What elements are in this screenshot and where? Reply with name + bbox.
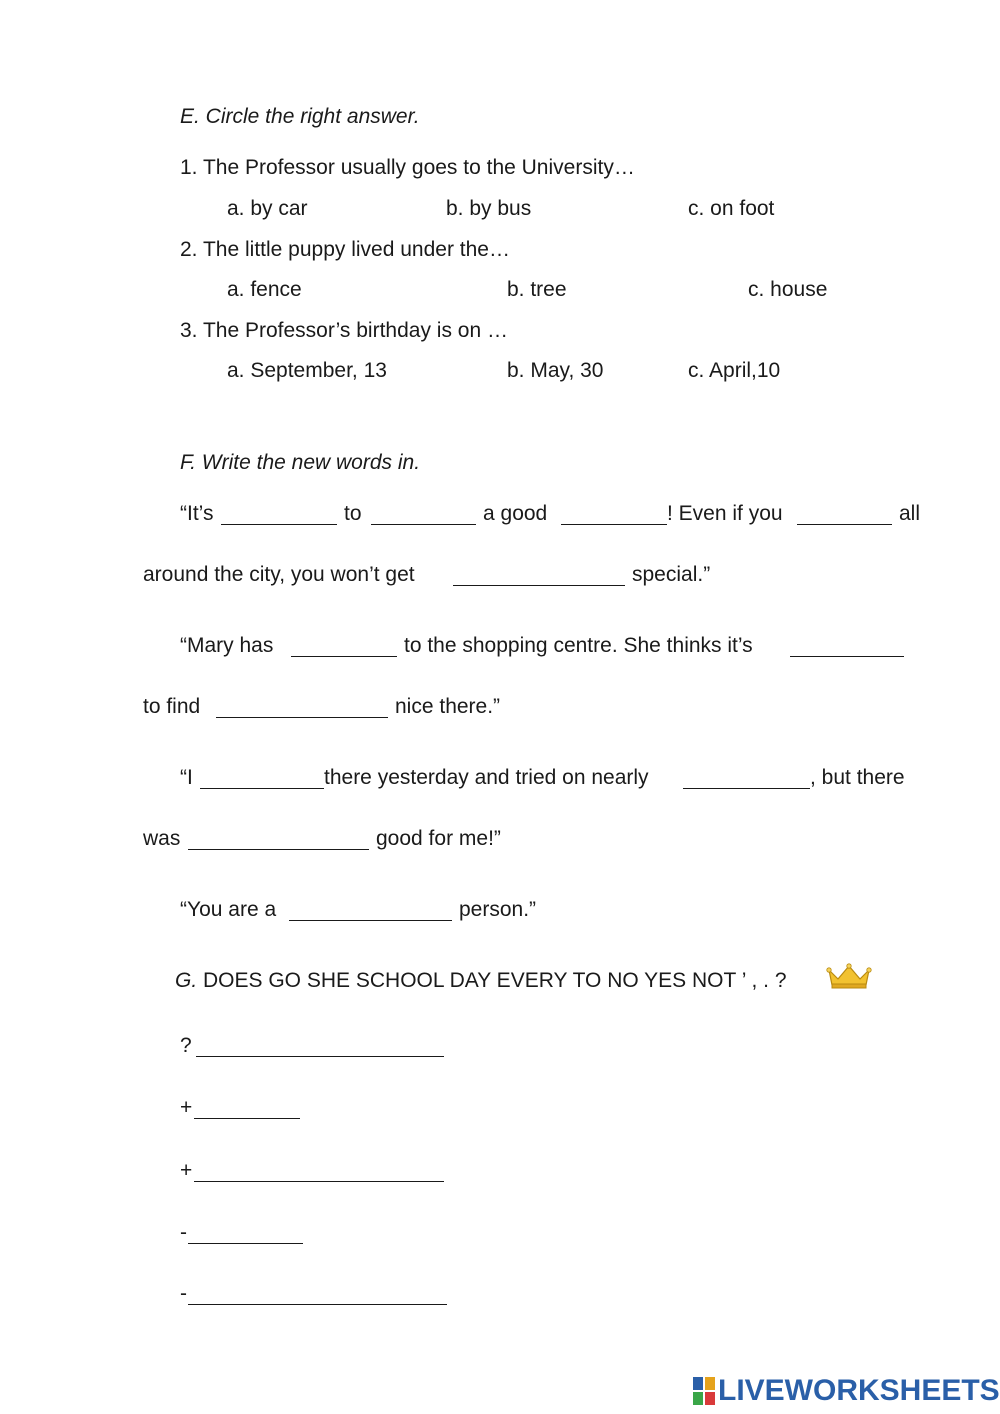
p1-text-2: to [344,502,362,525]
blank-input[interactable] [561,523,667,525]
p3-text-3: , but there [810,766,905,789]
blank-input[interactable] [790,655,904,657]
p3-text-4: was [143,827,181,850]
blank-input[interactable] [797,523,892,525]
option-3c[interactable]: c. April,10 [688,359,781,382]
option-1c[interactable]: c. on foot [688,197,775,220]
option-3b[interactable]: b. May, 30 [507,359,604,382]
p2-text-1: “Mary has [180,634,274,657]
blank-input[interactable] [216,716,388,718]
blank-input[interactable] [289,919,452,921]
p1-text-1: “It’s [180,502,214,525]
blank-input[interactable] [200,787,324,789]
p1-text-7: special.” [632,563,711,586]
p3-text-1: “I [180,766,193,789]
answer-line-input[interactable] [196,1055,444,1057]
logo-square [705,1377,715,1390]
p3-text-5: good for me!” [376,827,501,850]
logo-mark-icon [693,1377,715,1405]
p1-text-6: around the city, you won’t get [143,563,415,586]
blank-input[interactable] [683,787,810,789]
blank-input[interactable] [291,655,397,657]
option-2c[interactable]: c. house [748,278,828,301]
answer-line-label: + [180,1096,193,1119]
section-g-label: G. [175,969,198,992]
answer-line-input[interactable] [194,1117,300,1119]
question-3: 3. The Professor’s birthday is on … [180,319,508,342]
section-e-heading: E. Circle the right answer. [180,105,420,128]
logo-text: LIVEWORKSHEETS [718,1374,1000,1407]
p1-text-5: all [899,502,921,525]
option-1a[interactable]: a. by car [227,197,308,220]
crown-icon [826,963,872,989]
p1-text-4: ! Even if you [667,502,783,525]
p1-text-3: a good [483,502,548,525]
p4-text-2: person.” [459,898,537,921]
logo-square [705,1392,715,1405]
answer-line-input[interactable] [194,1180,444,1182]
answer-line-label: - [180,1221,187,1244]
p4-text-1: “You are a [180,898,277,921]
section-f-heading: F. Write the new words in. [180,451,421,474]
answer-line-input[interactable] [188,1303,447,1305]
blank-input[interactable] [371,523,476,525]
option-2a[interactable]: a. fence [227,278,302,301]
section-g-words: DOES GO SHE SCHOOL DAY EVERY TO NO YES NOT ’ , . ? [203,969,787,992]
answer-line-label: - [180,1282,187,1305]
logo-square [693,1377,703,1390]
p2-text-2: to the shopping centre. She thinks it’s [404,634,753,657]
answer-line-label: + [180,1159,193,1182]
liveworksheets-logo [693,1376,1000,1406]
question-1: 1. The Professor usually goes to the University… [180,156,635,179]
logo-square [693,1392,703,1405]
p2-text-3: to find [143,695,201,718]
option-3a[interactable]: a. September, 13 [227,359,387,382]
answer-line-label: ? [180,1034,192,1057]
p3-text-2: there yesterday and tried on nearly [324,766,649,789]
blank-input[interactable] [188,848,369,850]
blank-input[interactable] [221,523,337,525]
option-2b[interactable]: b. tree [507,278,567,301]
blank-input[interactable] [453,584,625,586]
option-1b[interactable]: b. by bus [446,197,532,220]
p2-text-4: nice there.” [395,695,501,718]
question-2: 2. The little puppy lived under the… [180,238,510,261]
answer-line-input[interactable] [188,1242,303,1244]
